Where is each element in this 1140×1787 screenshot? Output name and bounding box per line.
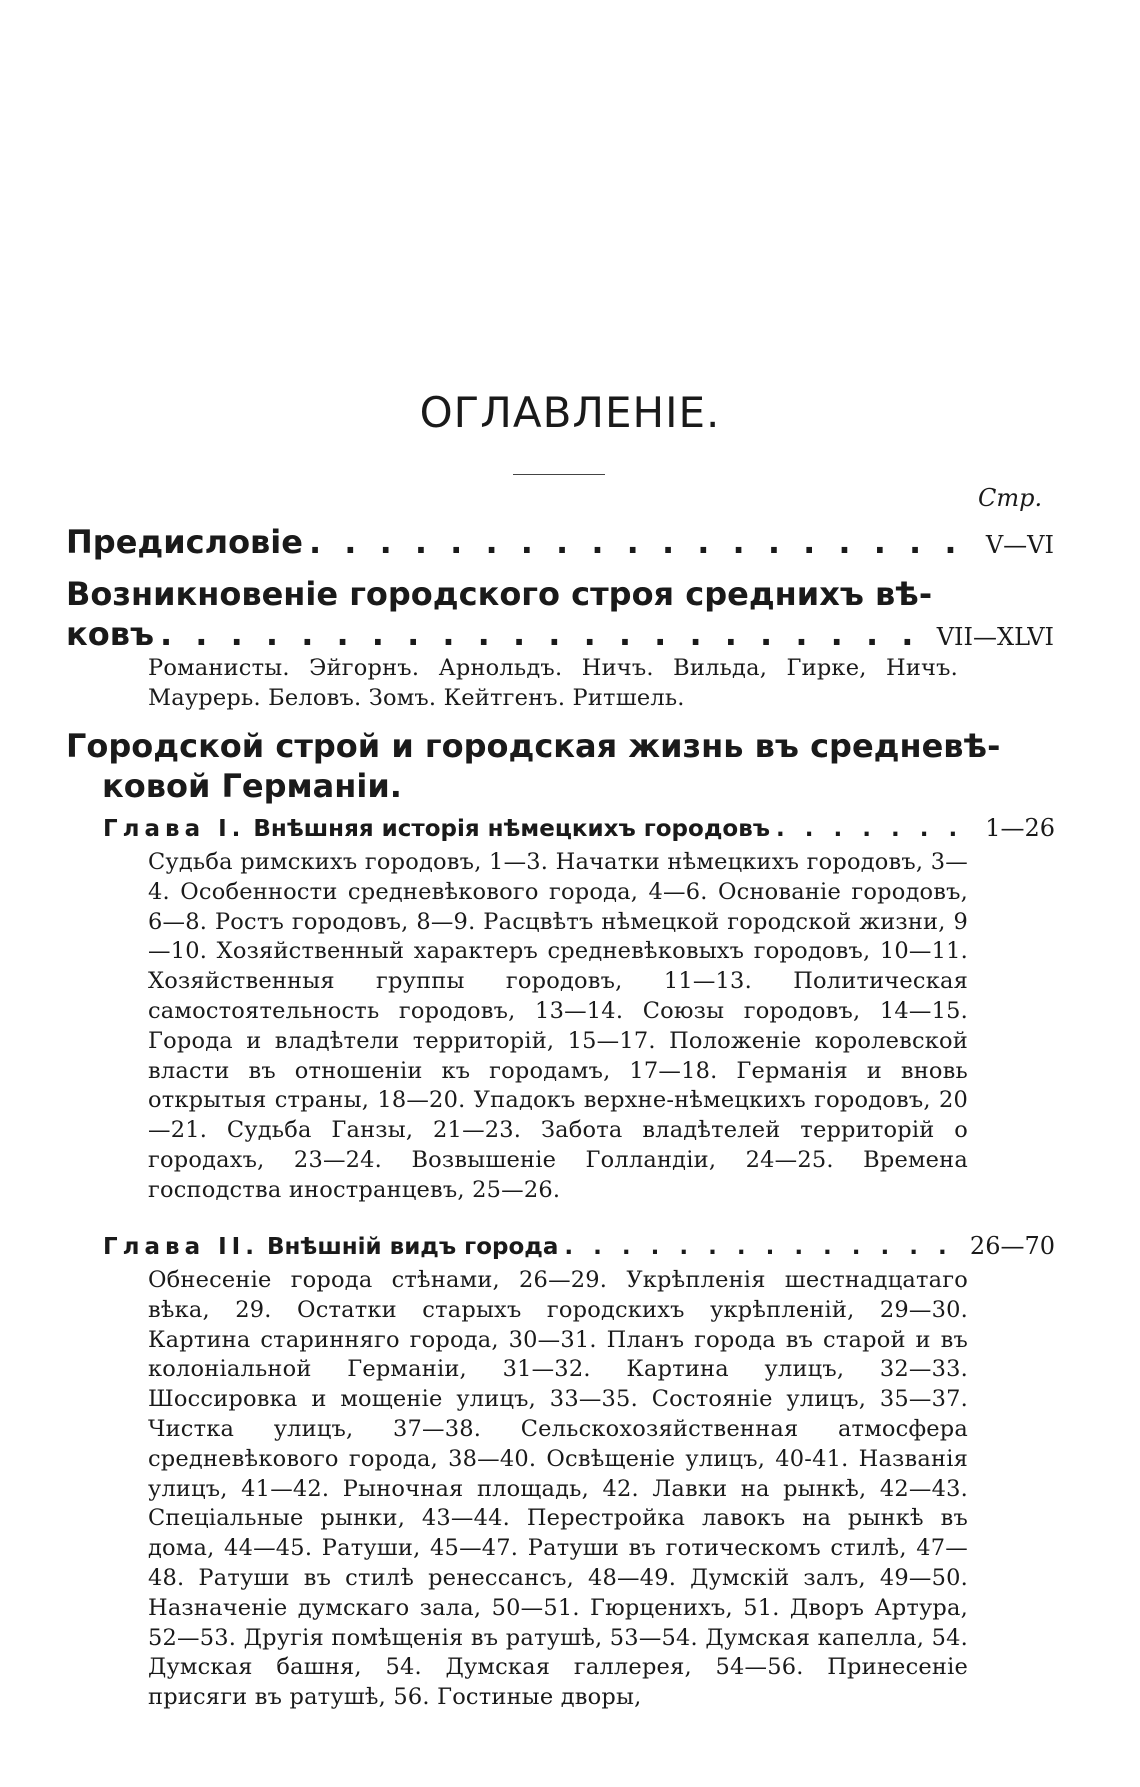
toc-entry-preface[interactable] xyxy=(66,520,1054,567)
chapter-1-summary: Судьба римскихъ городовъ, 1—3. Начатки нѣмецкихъ городовъ, 3—4. Особенности средневѣкового города, 4—6. Основаніе городовъ, 6—8. Ростъ городовъ, 8—9. Расцвѣтъ нѣмецкой городской жизни, 9—10. Хозяйственный характеръ средневѣковыхъ городовъ, 10—11. Хозяйственныя группы городовъ, 11—13. Политическая самостоятельность городовъ, 13—14. Союзы городовъ, 14—15. Города и владѣтели территорій, 15—17. Положеніе королевской власти въ отношеніи къ городамъ, 17—18. Германія и вновь открытыя страны, 18—20. Упадокъ верхне-нѣмецкихъ городовъ, 20—21. Судьба Ганзы, 21—23. Забота владѣтелей территорій о городахъ, 23—24. Возвышеніе Голландіи, 24—25. Времена господства иностранцевъ, 25—26. xyxy=(148,849,968,1203)
toc-chapter-1[interactable] xyxy=(103,814,1055,842)
chapter-number: Глава II. xyxy=(103,1234,259,1260)
page-column-label: Стр. xyxy=(978,484,1043,512)
toc-entry-label: ковъ xyxy=(66,615,154,653)
toc-entry-label: Предисловіе xyxy=(66,523,303,561)
chapter-title: Внѣшній видъ города xyxy=(266,1234,559,1260)
chapter-2-summary: Обнесеніе города стѣнами, 26—29. Укрѣпленія шестнадцатаго вѣка, 29. Остатки старыхъ городскихъ укрѣпленій, 29—30. Картина старинняго города, 30—31. Планъ города въ старой и въ колоніальной Германіи, 31—32. Картина улицъ, 32—33. Шоссировка и мощеніе улицъ, 33—35. Состояніе улицъ, 35—37. Чистка улицъ, 37—38. Сельскохозяйственная атмосфера средневѣкового города, 38—40. Освѣщеніе улицъ, 40-41. Названія улицъ, 41—42. Рыночная площадь, 42. Лавки на рынкѣ, 42—43. Спеціальные рынки, 43—44. Перестройка лавокъ на рынкѣ въ дома, 44—45. Ратуши, 45—47. Ратуши въ готическомъ стилѣ, 47—48. Ратуши въ стилѣ ренессансъ, 48—49. Думскій залъ, 49—50. Назначеніе думскаго зала, 50—51. Гюрценихъ, 51. Дворъ Артура, 52—53. Другія помѣщенія въ ратушѣ, 53—54. Думская капелла, 54. Думская башня, 54. Думская галлерея, 54—56. Принесеніе присяги въ ратушѣ, 56. Гостиные дворы, xyxy=(148,1267,968,1711)
toc-chapter-2[interactable] xyxy=(103,1232,1055,1260)
title-rule xyxy=(513,474,605,475)
chapter-pages: 26—70 xyxy=(969,1232,1055,1260)
chapter-title: Внѣшняя исторія нѣмецкихъ городовъ xyxy=(253,816,771,842)
dot-leader xyxy=(160,612,931,656)
dot-leader xyxy=(309,520,980,564)
dot-leader xyxy=(776,816,979,842)
page-title: ОГЛАВЛЕНІЕ. xyxy=(419,388,721,437)
toc-entry-main-line1[interactable]: Городской строй и городская жизнь въ средневѣ- xyxy=(66,727,1001,765)
toc-entry-origin-line1[interactable]: Возникновеніе городского строя среднихъ вѣ- xyxy=(66,575,933,613)
toc-entry-pages: VII—XLVI xyxy=(936,623,1054,651)
toc-entry-main-line2[interactable]: ковой Германіи. xyxy=(102,767,402,805)
chapter-number: Глава I. xyxy=(103,816,246,842)
toc-entry-summary: Романисты. Эйгорнъ. Арнольдъ. Ничъ. Вильда, Гирке, Ничъ. Маурерь. Беловъ. Зомъ. Кейтгенъ. Ритшель. xyxy=(148,655,958,711)
dot-leader xyxy=(564,1234,964,1260)
chapter-pages: 1—26 xyxy=(985,814,1055,842)
toc-entry-pages: V—VI xyxy=(985,531,1054,559)
toc-entry-origin-line2[interactable] xyxy=(66,612,1054,659)
